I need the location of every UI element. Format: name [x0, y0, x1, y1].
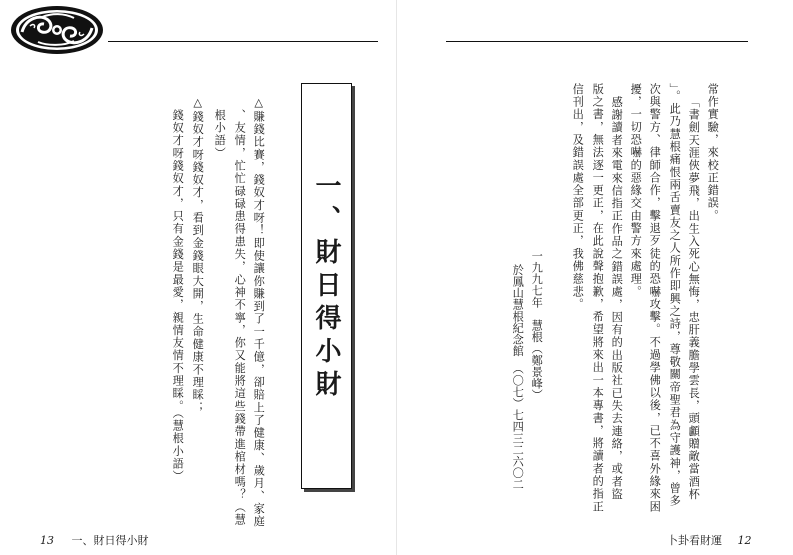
page-footer-right	[667, 532, 752, 548]
body-column: 次與警方、律師合作，擊退歹徒的恐嚇攻擊。不過學佛以後，已不喜外緣來困	[648, 83, 662, 514]
body-column: 常作實驗，來校正錯誤。	[706, 83, 720, 223]
body-column: 感謝讀者來電來信指正作品之錯誤處，因有的出版社已失去連絡，或者盜	[610, 96, 624, 501]
left-page	[0, 0, 396, 555]
body-column: 」。此乃慧根痛恨兩舌賣友之人所作即興之詩，尊敬關帝聖君為守護神，曾多	[668, 83, 682, 508]
chapter-title: 一、財日得小財	[311, 171, 341, 403]
paragraph-column: △賺錢比賽，錢奴才呀！即使讓你賺到了一千億，卻賠上了健康、歲月、家庭	[252, 96, 266, 528]
paragraph-column: 根小語）	[213, 109, 227, 160]
chapter-title-box	[301, 83, 352, 489]
paragraph-column: △錢奴才呀錢奴才，看到金錢眼大開，生命健康不理睬；	[191, 96, 205, 415]
body-column: 信刊出，及錯誤處全部更正，我佛慈悲。	[571, 83, 585, 311]
body-column: 版之書，無法逐一更正，在此說聲抱歉，希望將來出一本專書，將讀者的指正	[591, 83, 605, 514]
cloud-dragon-emblem-icon	[8, 4, 106, 56]
page-footer-left	[40, 532, 149, 548]
signature-place-phone: 於鳳山慧根紀念館 （〇七）七四三二六〇二	[511, 264, 525, 491]
header-rule	[446, 41, 748, 42]
right-page	[397, 0, 793, 555]
paragraph-column: 、友情，忙忙碌碌患得患失，心神不寧，你又能將這些錢帶進棺材嗎？（慧	[233, 109, 247, 527]
page-number: 13	[40, 534, 54, 547]
running-title: 一、財日得小財	[71, 534, 149, 547]
running-title: 卜卦看財運	[667, 534, 722, 547]
body-column: 「書劍天涯俠夢飛，出生入死心無悔，忠肝義膽學雲長，頭顱贈敵當酒杯	[687, 96, 701, 501]
header-rule	[108, 41, 378, 42]
paragraph-column: 錢奴才呀錢奴才，只有金錢是最愛，親情友情不理睬。（慧根小語）	[171, 109, 185, 483]
signature-date-author: 一九九七年 慧根（鄭景峰）	[530, 250, 544, 401]
page-number: 12	[737, 534, 752, 547]
body-column: 擾，一切恐嚇的惡緣交由警方來處理。	[629, 83, 643, 299]
